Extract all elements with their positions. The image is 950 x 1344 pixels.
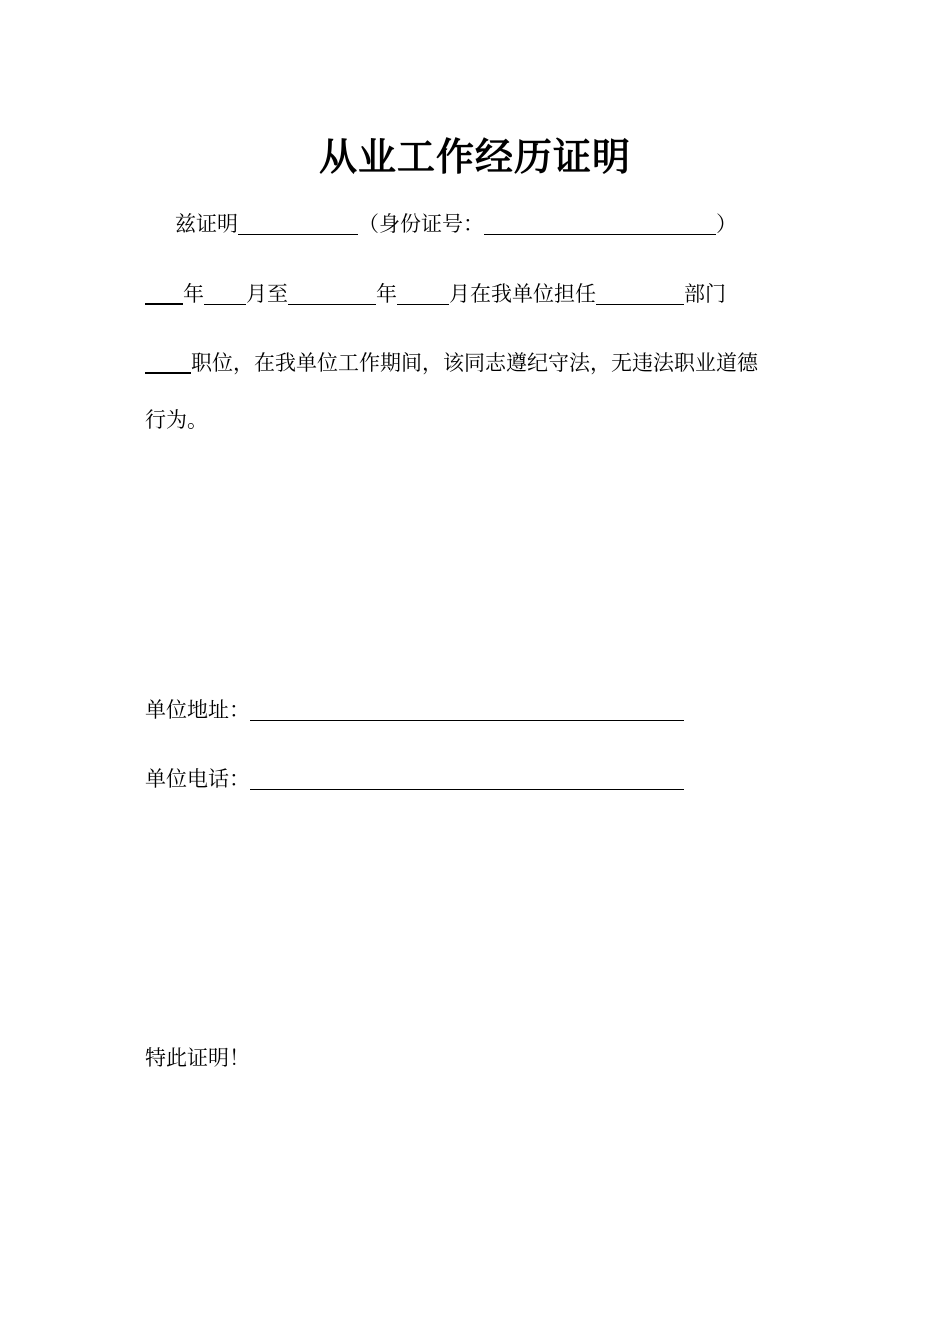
start-year-label: 年 (183, 282, 204, 306)
position-at-label: 月在我单位担任 (449, 282, 596, 306)
conduct-text: 职位，在我单位工作期间，该同志遵纪守法，无违法职业道德 (191, 351, 758, 375)
department-label: 部门 (684, 282, 726, 306)
phone-label: 单位电话： (145, 767, 250, 791)
id-label: （身份证号： (358, 212, 484, 236)
document-title: 从业工作经历证明 (318, 135, 631, 179)
conduct-text-end: 行为。 (145, 408, 208, 432)
conduct-line (145, 348, 758, 378)
closing-line (145, 1043, 250, 1073)
address-blank (250, 700, 684, 721)
id-number-blank (484, 214, 716, 235)
department-blank (596, 284, 684, 305)
end-year-blank (288, 284, 376, 305)
start-month-blank (204, 284, 246, 305)
phone-blank (250, 769, 684, 790)
end-year-label: 年 (376, 282, 397, 306)
certify-label: 兹证明 (175, 212, 238, 236)
name-blank (238, 214, 358, 235)
address-label: 单位地址： (145, 698, 250, 722)
closing-text: 特此证明！ (145, 1046, 250, 1070)
period-line (145, 279, 726, 309)
end-month-blank (397, 284, 449, 305)
start-year-blank (145, 283, 183, 305)
position-blank (145, 352, 191, 374)
month-to-label: 月至 (246, 282, 288, 306)
phone-line (145, 764, 684, 794)
certify-line (175, 209, 737, 239)
conduct-line-end (145, 405, 208, 435)
id-close-paren: ） (716, 212, 737, 236)
address-line (145, 695, 684, 725)
